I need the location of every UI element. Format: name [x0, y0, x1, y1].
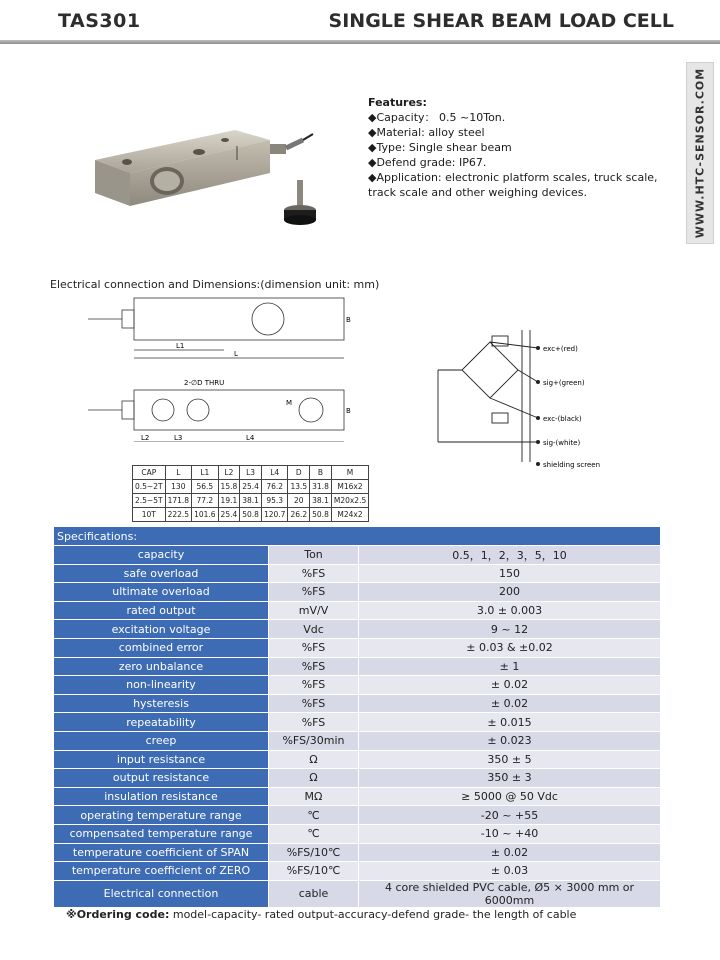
spec-value: 3.0 ± 0.003	[359, 601, 661, 620]
table-header-row	[133, 466, 369, 480]
spec-name: output resistance	[54, 769, 269, 788]
spec-row	[54, 676, 661, 695]
spec-value: ± 0.015	[359, 713, 661, 732]
table-cell: 2.5~5T	[133, 494, 166, 508]
spec-row	[54, 638, 661, 657]
table-header: L	[165, 466, 191, 480]
spec-name: excitation voltage	[54, 620, 269, 639]
spec-name: safe overload	[54, 564, 269, 583]
spec-name: creep	[54, 731, 269, 750]
table-cell: 101.6	[192, 508, 218, 522]
spec-unit: ℃	[269, 824, 359, 843]
spec-unit: %FS	[269, 713, 359, 732]
table-cell: 25.4	[240, 480, 262, 494]
feature-item: ◆Defend grade: IP67.	[368, 156, 487, 169]
spec-caption-row	[54, 527, 661, 546]
dim-label-b2: B	[346, 407, 351, 415]
features-heading: Features:	[368, 96, 427, 109]
dim-label-l1: L1	[176, 342, 185, 350]
table-cell: 222.5	[165, 508, 191, 522]
spec-name: operating temperature range	[54, 806, 269, 825]
spec-unit: %FS	[269, 657, 359, 676]
table-cell: 56.5	[192, 480, 218, 494]
spec-value: ± 1	[359, 657, 661, 676]
spec-name: hysteresis	[54, 694, 269, 713]
table-cell: M20x2.5	[331, 494, 368, 508]
specifications-table	[53, 526, 661, 908]
ordering-code-text: model-capacity- rated output-accuracy-defend grade- the length of cable	[172, 908, 577, 921]
spec-name: temperature coefficient of ZERO	[54, 862, 269, 881]
header-divider	[0, 40, 720, 44]
table-cell: 38.1	[240, 494, 262, 508]
table-cell: 26.2	[288, 508, 310, 522]
dim-label-l4: L4	[246, 434, 255, 442]
spec-row	[54, 601, 661, 620]
wire-label: sig+(green)	[543, 379, 585, 387]
spec-row	[54, 769, 661, 788]
table-cell: 19.1	[218, 494, 240, 508]
spec-row	[54, 546, 661, 565]
ordering-code	[66, 908, 576, 921]
spec-name: capacity	[54, 546, 269, 565]
table-cell: 25.4	[218, 508, 240, 522]
dimension-table	[132, 465, 369, 522]
spec-name: temperature coefficient of SPAN	[54, 843, 269, 862]
spec-unit: Ton	[269, 546, 359, 565]
dimensions-title: Electrical connection and Dimensions:(dimension unit: mm)	[50, 278, 380, 291]
spec-row	[54, 862, 661, 881]
spec-name: ultimate overload	[54, 583, 269, 602]
spec-name: rated output	[54, 601, 269, 620]
spec-value: ≥ 5000 @ 50 Vdc	[359, 787, 661, 806]
spec-value: 9 ~ 12	[359, 620, 661, 639]
spec-row	[54, 731, 661, 750]
website-url: WWW.HTC-SENSOR.COM	[693, 67, 707, 239]
spec-unit: Ω	[269, 769, 359, 788]
spec-value: ± 0.02	[359, 694, 661, 713]
spec-row	[54, 564, 661, 583]
spec-unit: mV/V	[269, 601, 359, 620]
spec-row	[54, 583, 661, 602]
dimension-drawing	[86, 292, 366, 442]
spec-row	[54, 657, 661, 676]
table-row	[133, 508, 369, 522]
spec-row	[54, 824, 661, 843]
spec-unit: %FS/10℃	[269, 862, 359, 881]
table-cell: 120.7	[261, 508, 287, 522]
features-block	[368, 95, 678, 200]
table-cell: 77.2	[192, 494, 218, 508]
table-header: L1	[192, 466, 218, 480]
table-cell: 0.5~2T	[133, 480, 166, 494]
table-header: M	[331, 466, 368, 480]
wire-label: exc-(black)	[543, 415, 582, 423]
spec-value: 4 core shielded PVC cable, Ø5 × 3000 mm or 6000mm	[359, 880, 661, 907]
table-header: B	[310, 466, 332, 480]
page-title: SINGLE SHEAR BEAM LOAD CELL	[328, 10, 674, 32]
table-header: L3	[240, 466, 262, 480]
spec-unit: Ω	[269, 750, 359, 769]
spec-unit: %FS	[269, 638, 359, 657]
spec-row	[54, 694, 661, 713]
table-cell: 95.3	[261, 494, 287, 508]
spec-row	[54, 713, 661, 732]
wire-label: shielding screen	[543, 461, 601, 469]
dim-label-l: L	[234, 350, 238, 358]
spec-value: ± 0.03	[359, 862, 661, 881]
spec-value: 0.5，1，2，3，5，10	[359, 546, 661, 565]
table-cell: 76.2	[261, 480, 287, 494]
spec-unit: %FS	[269, 694, 359, 713]
feature-item: ◆Application: electronic platform scales, truck scale, track scale and other weighing devices.	[368, 171, 658, 199]
table-header: CAP	[133, 466, 166, 480]
table-cell: 15.8	[218, 480, 240, 494]
table-header: L4	[261, 466, 287, 480]
spec-unit: %FS	[269, 676, 359, 695]
spec-value: -20 ~ +55	[359, 806, 661, 825]
table-cell: 130	[165, 480, 191, 494]
spec-unit: Vdc	[269, 620, 359, 639]
table-cell: M24x2	[331, 508, 368, 522]
table-cell: 50.8	[310, 508, 332, 522]
spec-name: repeatability	[54, 713, 269, 732]
wiring-diagram	[430, 322, 650, 472]
table-header: D	[288, 466, 310, 480]
feature-item: ◆Type: Single shear beam	[368, 141, 512, 154]
table-cell: 13.5	[288, 480, 310, 494]
dim-label-m: M	[286, 399, 293, 407]
spec-value: -10 ~ +40	[359, 824, 661, 843]
dim-label-l2: L2	[141, 434, 150, 442]
spec-row	[54, 806, 661, 825]
spec-row	[54, 750, 661, 769]
table-header: L2	[218, 466, 240, 480]
website-tab	[686, 62, 714, 244]
spec-caption: Specifications:	[54, 527, 661, 546]
feature-item: ◆Capacity： 0.5 ~10Ton.	[368, 111, 506, 124]
model-number: TAS301	[58, 10, 141, 32]
spec-value: 200	[359, 583, 661, 602]
feature-item: ◆Material: alloy steel	[368, 126, 485, 139]
spec-name: non-linearity	[54, 676, 269, 695]
table-cell: 20	[288, 494, 310, 508]
spec-value: ± 0.023	[359, 731, 661, 750]
product-photo	[85, 118, 355, 238]
spec-name: combined error	[54, 638, 269, 657]
table-cell: 10T	[133, 508, 166, 522]
spec-unit: %FS	[269, 583, 359, 602]
table-cell: 171.8	[165, 494, 191, 508]
wire-label: sig-(white)	[543, 439, 581, 447]
spec-name: insulation resistance	[54, 787, 269, 806]
spec-value: ± 0.02	[359, 843, 661, 862]
spec-unit: %FS	[269, 564, 359, 583]
dim-label-b: B	[346, 316, 351, 324]
spec-unit: cable	[269, 880, 359, 907]
spec-unit: MΩ	[269, 787, 359, 806]
spec-row	[54, 880, 661, 907]
spec-row	[54, 787, 661, 806]
table-cell: 31.8	[310, 480, 332, 494]
spec-unit: %FS/30min	[269, 731, 359, 750]
spec-row	[54, 620, 661, 639]
ordering-code-label: ※Ordering code:	[66, 908, 170, 921]
spec-value: 350 ± 3	[359, 769, 661, 788]
spec-value: 350 ± 5	[359, 750, 661, 769]
spec-value: ± 0.03 & ±0.02	[359, 638, 661, 657]
spec-name: Electrical connection	[54, 880, 269, 907]
spec-value: ± 0.02	[359, 676, 661, 695]
spec-name: zero unbalance	[54, 657, 269, 676]
spec-row	[54, 843, 661, 862]
spec-unit: ℃	[269, 806, 359, 825]
table-cell: 38.1	[310, 494, 332, 508]
spec-name: compensated temperature range	[54, 824, 269, 843]
spec-value: 150	[359, 564, 661, 583]
dim-label-thru: 2-∅D THRU	[184, 379, 225, 387]
table-cell: M16x2	[331, 480, 368, 494]
wire-label: exc+(red)	[543, 345, 578, 353]
spec-name: input resistance	[54, 750, 269, 769]
table-row	[133, 494, 369, 508]
dim-label-l3: L3	[174, 434, 183, 442]
spec-unit: %FS/10℃	[269, 843, 359, 862]
table-cell: 50.8	[240, 508, 262, 522]
table-row	[133, 480, 369, 494]
